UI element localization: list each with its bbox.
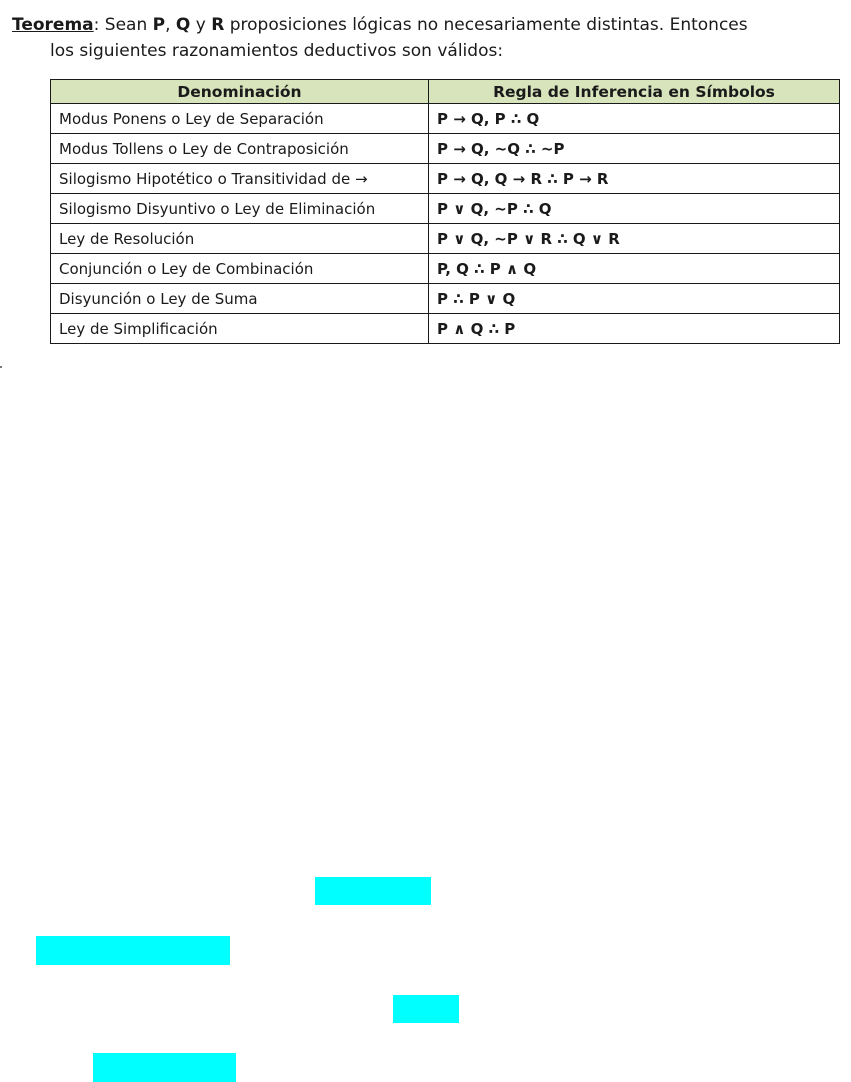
rule-name-cell: Silogismo Hipotético o Transitividad de →	[51, 164, 429, 194]
margin-mark	[0, 366, 2, 368]
rule-symbols-cell: P, Q ∴ P ∧ Q	[429, 254, 840, 284]
rule-symbols-cell: P ∴ P ∨ Q	[429, 284, 840, 314]
table-row	[51, 314, 840, 344]
table-row	[51, 104, 840, 134]
table-row	[51, 224, 840, 254]
rule-symbols-cell: P → Q, Q → R ∴ P → R	[429, 164, 840, 194]
prop-r: R	[211, 15, 225, 35]
prop-q: Q	[175, 15, 191, 35]
rule-name-cell: Conjunción o Ley de Combinación	[51, 254, 429, 284]
highlight-block	[393, 995, 459, 1023]
rule-name-cell: Ley de Resolución	[51, 224, 429, 254]
theorem-paragraph	[12, 12, 842, 64]
highlight-block	[36, 936, 230, 965]
rule-name-cell: Silogismo Disyuntivo o Ley de Eliminación	[51, 194, 429, 224]
rule-name-cell: Ley de Simplificación	[51, 314, 429, 344]
theorem-text: proposiciones lógicas no necesariamente distintas. Entonces	[224, 15, 748, 35]
rule-symbols-cell: P ∨ Q, ~P ∨ R ∴ Q ∨ R	[429, 224, 840, 254]
table-row	[51, 194, 840, 224]
prop-p: P	[152, 15, 166, 35]
rule-name-cell: Modus Ponens o Ley de Separación	[51, 104, 429, 134]
rule-name-cell: Modus Tollens o Ley de Contraposición	[51, 134, 429, 164]
highlight-block	[315, 877, 431, 905]
theorem-keyword: Teorema	[12, 15, 94, 35]
table-row	[51, 134, 840, 164]
rule-symbols-cell: P ∧ Q ∴ P	[429, 314, 840, 344]
table-row	[51, 254, 840, 284]
theorem-text-line2: los siguientes razonamientos deductivos son válidos:	[50, 41, 504, 61]
rule-name-cell: Disyunción o Ley de Suma	[51, 284, 429, 314]
theorem-text: : Sean	[93, 15, 153, 35]
table-header-row	[51, 80, 840, 104]
rule-symbols-cell: P → Q, P ∴ Q	[429, 104, 840, 134]
header-regla: Regla de Inferencia en Símbolos	[429, 80, 840, 104]
separator: y	[190, 15, 212, 35]
table-row	[51, 164, 840, 194]
header-denominacion: Denominación	[51, 80, 429, 104]
table-row	[51, 284, 840, 314]
table-body	[51, 104, 840, 344]
separator: ,	[165, 15, 176, 35]
rule-symbols-cell: P → Q, ~Q ∴ ~P	[429, 134, 840, 164]
rule-symbols-cell: P ∨ Q, ~P ∴ Q	[429, 194, 840, 224]
highlight-block	[93, 1053, 236, 1082]
inference-rules-table	[50, 79, 840, 344]
